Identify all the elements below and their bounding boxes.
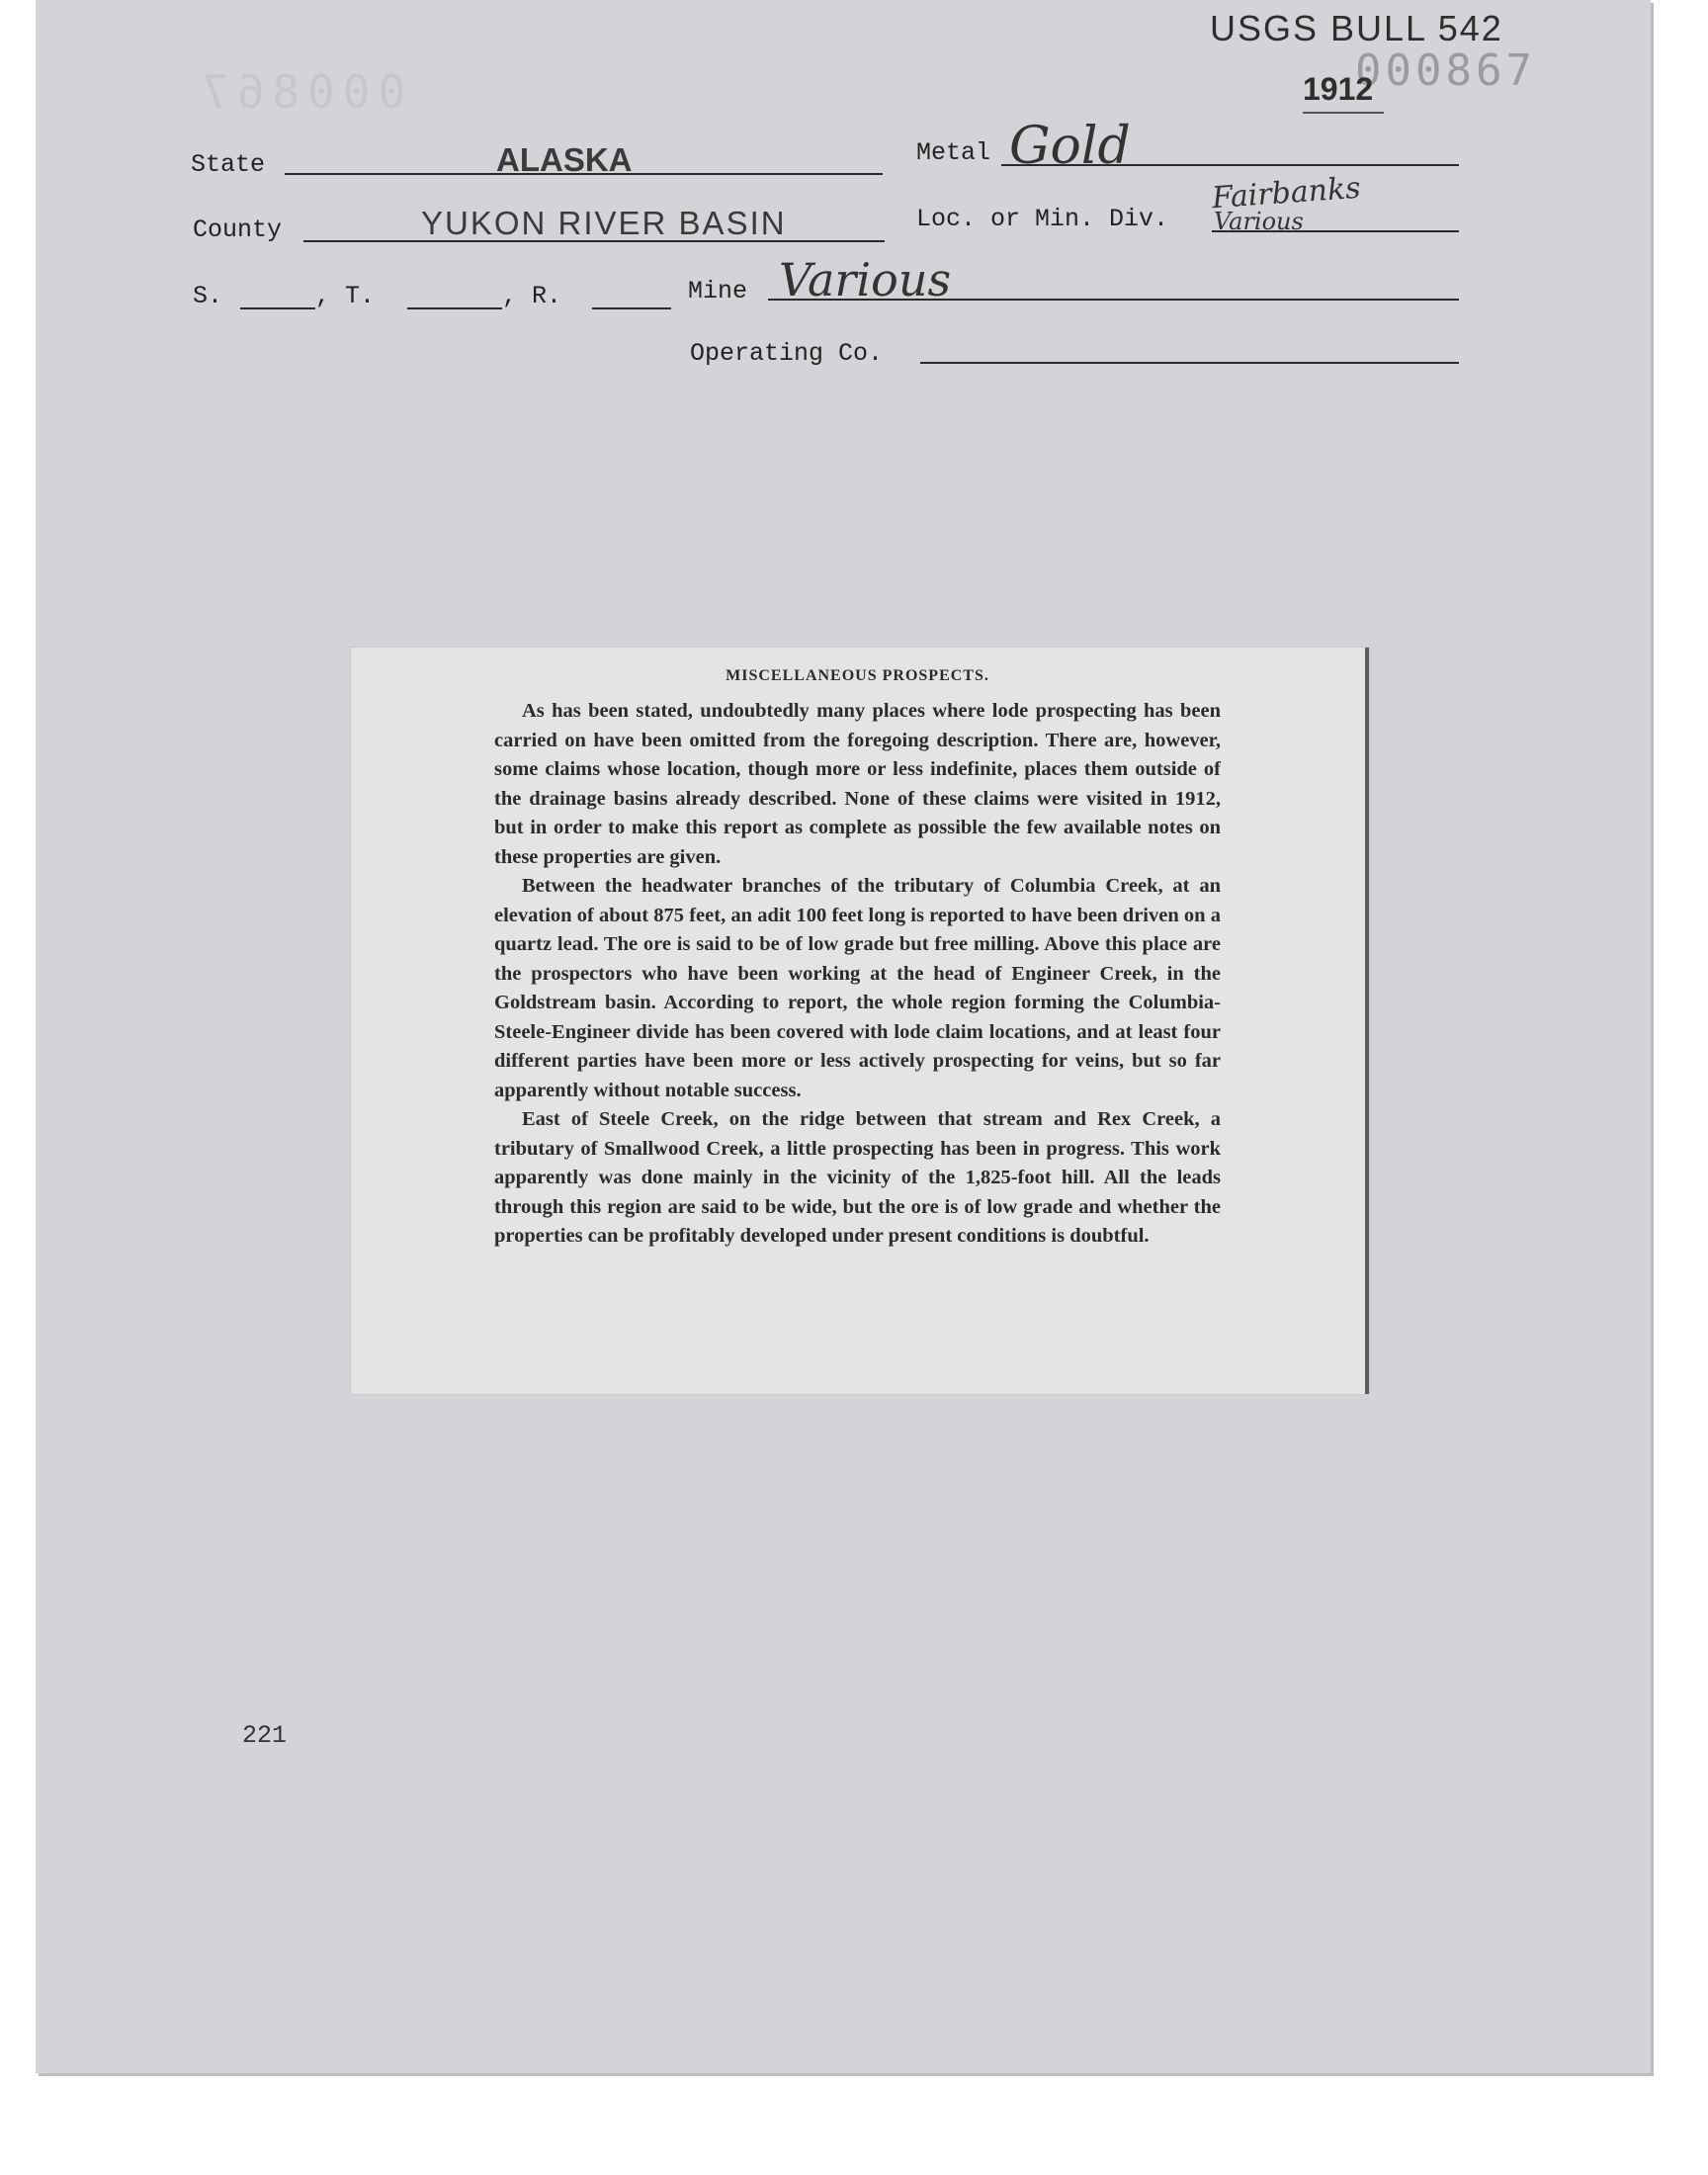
loc-label: Loc. or Min. Div. (916, 205, 1169, 233)
state-value: ALASKA (496, 141, 633, 178)
township-line (407, 307, 502, 309)
section-label: S. (193, 282, 223, 310)
state-label: State (191, 150, 266, 179)
source-stamp: USGS BULL 542 (1210, 8, 1503, 48)
loc-value-primary: Fairbanks (1210, 170, 1362, 217)
bleed-through-number: 000867 (194, 65, 406, 119)
range-line (592, 307, 671, 309)
section-line (240, 307, 315, 309)
county-label: County (193, 216, 283, 244)
metal-label: Metal (916, 138, 991, 167)
loc-value-secondary: Various (1214, 208, 1304, 235)
clipping-paragraph: East of Steele Creek, on the ridge between that stream and Rex Creek, a tributary of Smallwood Creek, a little prospecting has been in progress. This work apparently was done mainly in the vicinity of the 1,825-foot hill. All the leads through this region are said to be wide, but the ore is of low grade and whether the properties can be profitably developed under present conditions is doubtful. (494, 1108, 1221, 1247)
index-card (36, 0, 1651, 2073)
metal-value: Gold (1009, 117, 1131, 176)
township-label: , T. (315, 282, 376, 310)
year-stamp: 1912 (1303, 71, 1374, 107)
page-number: 221 (242, 1721, 288, 1750)
operating-co-line (920, 362, 1459, 364)
operating-co-label: Operating Co. (690, 339, 884, 368)
range-label: , R. (502, 282, 562, 310)
record-number-stamp: 000867 (1355, 45, 1536, 96)
year-underline (1303, 112, 1384, 114)
clipping-paragraph: Between the headwater branches of the tributary of Columbia Creek, at an elevation of about 875 feet, an adit 100 feet long is reported to have been driven on a quartz lead. The ore is said to be of low grade but free milling. Above this place are the prospectors who have been working at the head of Engineer Creek, in the Goldstream basin. According to report, the whole region forming the Columbia-Steele-Engineer divide has been covered with lode claim locations, and at least four different parties have been more or less actively prospecting for veins, but so far apparently without notable success. (494, 875, 1221, 1101)
clipping-title: MISCELLANEOUS PROSPECTS. (726, 667, 989, 684)
mine-value: Various (779, 253, 952, 306)
county-value: YUKON RIVER BASIN (421, 205, 787, 241)
clipping-paragraph: As has been stated, undoubtedly many places where lode prospecting has been carried on have been omitted from the foregoing description. There are, however, some claims whose location, though more or less indefinite, places them outside of the drainage basins already described. None of these claims were visited in 1912, but in order to make this report as complete as possible the few available notes on these properties are given. (494, 700, 1221, 868)
pasted-clipping (350, 647, 1370, 1395)
mine-label: Mine (688, 277, 748, 305)
